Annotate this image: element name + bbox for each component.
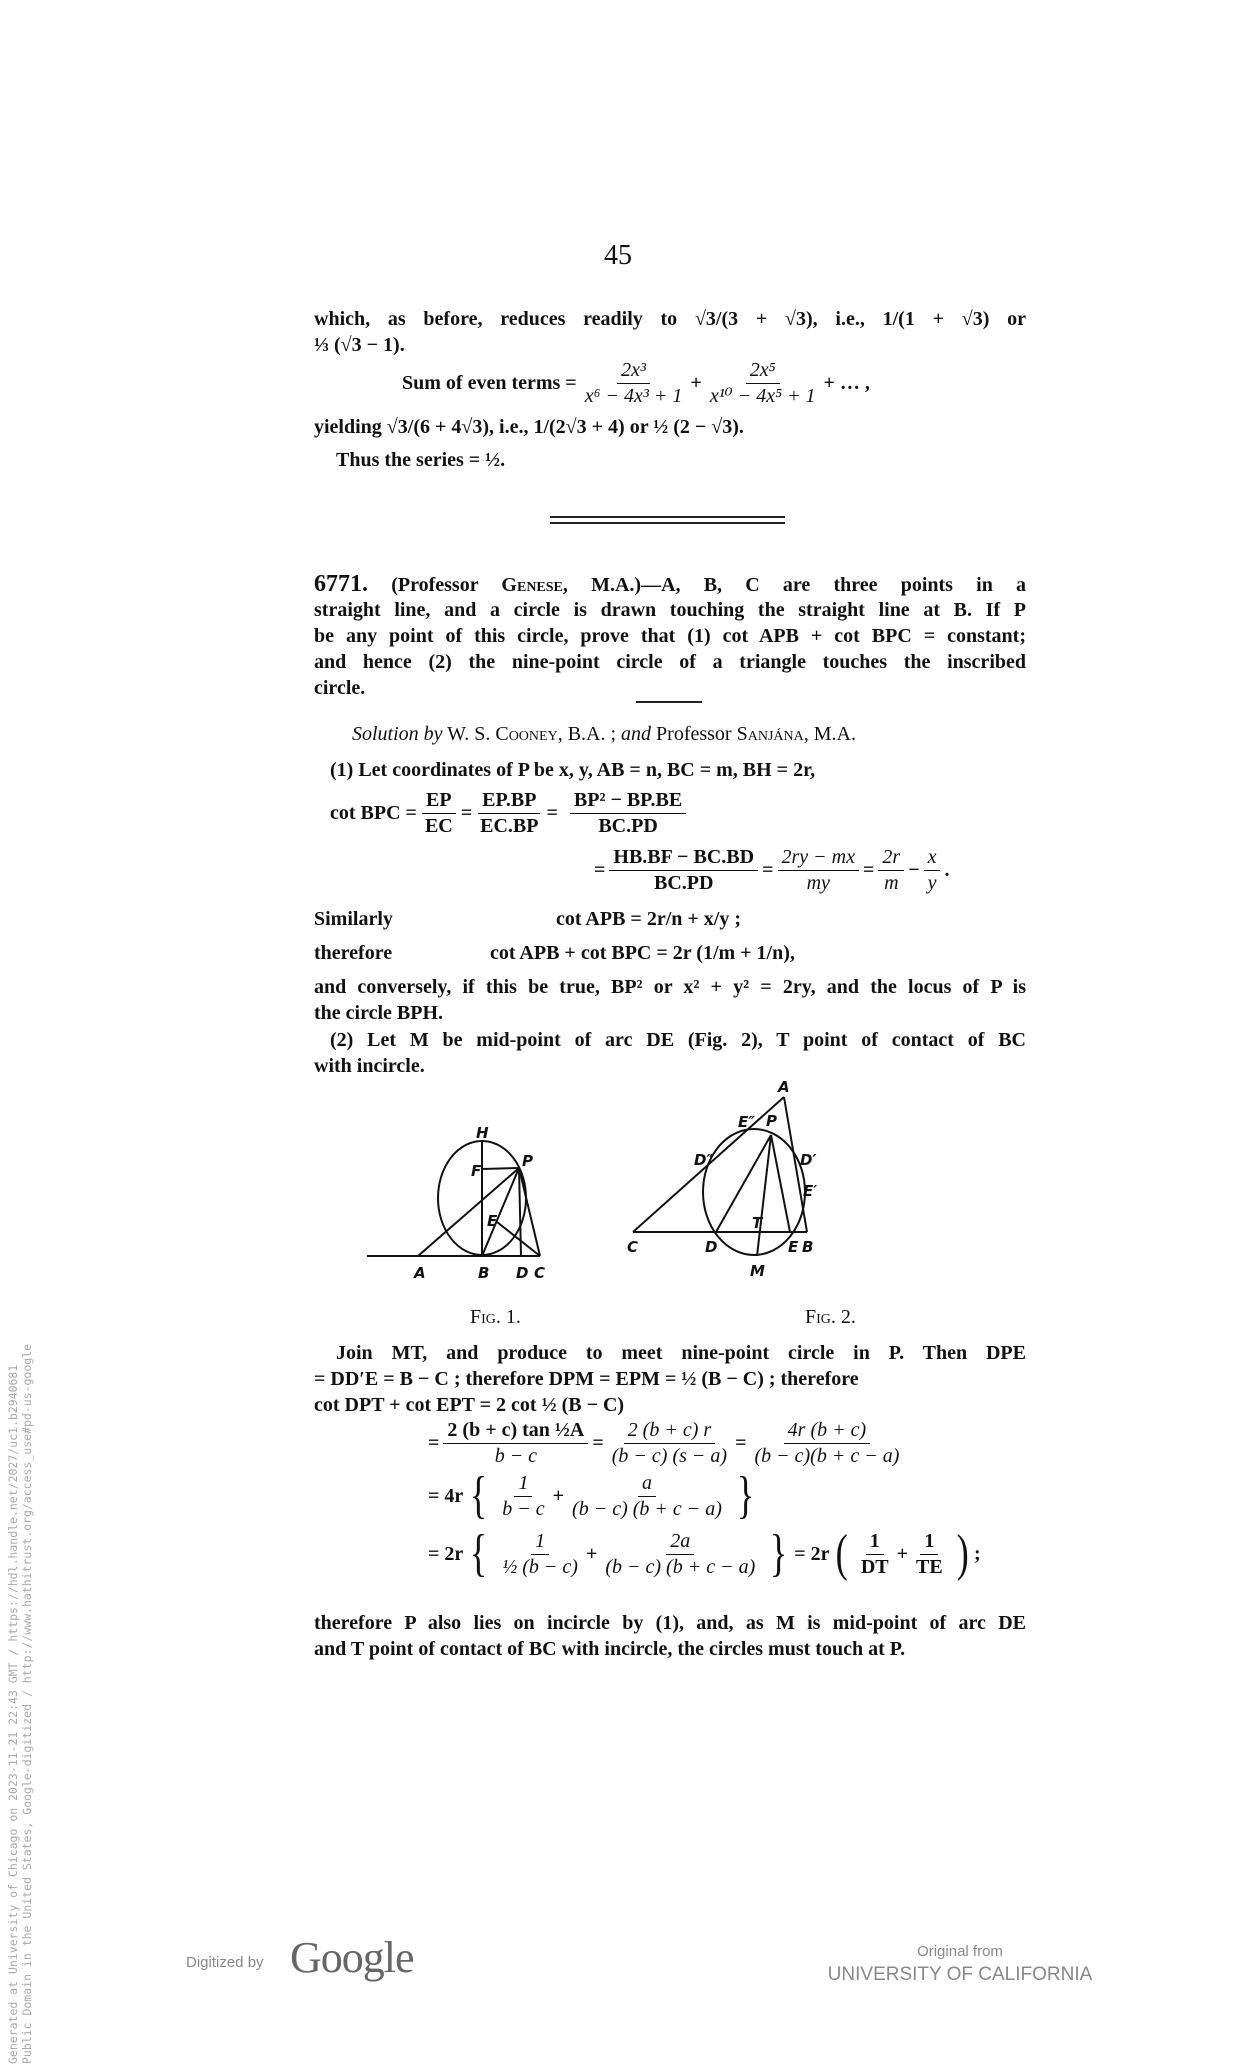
numerator: 4r (b + c) — [784, 1418, 870, 1444]
line-pd — [519, 1168, 521, 1256]
label-a: A — [778, 1078, 790, 1096]
text-line: ⅓ (√3 − 1). — [314, 334, 405, 356]
solver-name: Sanjána — [736, 723, 804, 745]
text: (Professor — [391, 574, 502, 596]
line-pe — [771, 1135, 790, 1232]
text-line: cot DPT + cot EPT = 2 cot ½ (B − C) — [314, 1394, 625, 1416]
text-line: with incircle. — [314, 1055, 425, 1077]
denominator: EC — [424, 815, 453, 837]
fraction — [608, 1418, 731, 1469]
text-line: which, as before, reduces readily to √3/(3 + √3), i.e., 1/(1 + √3) or — [314, 308, 1026, 330]
equals-sign: = — [762, 859, 774, 881]
numerator: 2r — [878, 845, 904, 871]
left-paren: ( — [835, 1525, 848, 1582]
fraction — [912, 1529, 947, 1580]
denominator: x⁶ − 4x³ + 1 — [584, 385, 683, 407]
equals-sign: = — [546, 802, 558, 824]
text: , B.A. ; — [557, 723, 622, 745]
numerator: 2 (b + c) tan ½A — [443, 1418, 588, 1444]
numerator: a — [638, 1471, 656, 1497]
fraction — [568, 1471, 726, 1522]
watermark-line: Public Domain in the United States, Google-digitized / http://www.hathitrust.org/access_use#pd-us-google — [20, 1343, 34, 2064]
label-p: P — [522, 1152, 533, 1170]
numerator: 1 — [920, 1529, 938, 1555]
numerator: 1 — [866, 1529, 884, 1555]
label-e-double-prime: E″ — [738, 1113, 755, 1131]
text: Professor — [651, 723, 737, 745]
text-line: (1) Let coordinates of P be x, y, AB = n, BC = m, BH = 2r, — [330, 759, 816, 781]
problem-number: 6771. — [314, 571, 368, 597]
text: , M.A. — [803, 723, 856, 745]
plus-sign: + — [896, 1542, 909, 1565]
right-brace: } — [736, 1467, 755, 1524]
equation-lead: = 4r — [428, 1484, 464, 1507]
fraction — [498, 1529, 582, 1580]
equation: cot APB + cot BPC = 2r (1/m + 1/n), — [490, 942, 795, 964]
equation-label: cot BPC = — [330, 802, 417, 824]
label-d: D — [516, 1264, 529, 1282]
figure-2-caption: Fig. 2. — [805, 1306, 856, 1328]
plus-sign: + — [552, 1484, 565, 1507]
label-e: E — [788, 1238, 799, 1256]
text-line: and hence (2) the nine-point circle of a triangle touches the inscribed — [314, 651, 1026, 673]
label-d: D — [705, 1238, 718, 1256]
text-line: be any point of this circle, prove that (1) cot APB + cot BPC = constant; — [314, 625, 1026, 647]
numerator: BP² − BP.BE — [570, 788, 686, 814]
text: and — [621, 723, 652, 745]
denominator: (b − c) (b + c − a) — [572, 1497, 722, 1520]
label-e-prime: E′ — [803, 1182, 818, 1200]
numerator: 2x⁵ — [746, 358, 780, 384]
numerator: 2 (b + c) r — [624, 1418, 715, 1444]
text-line: and conversely, if this be true, BP² or x² + y² = 2ry, and the locus of P is — [314, 976, 1026, 998]
equals-sign: = — [460, 802, 473, 824]
fraction — [857, 1529, 893, 1580]
numerator: EP — [422, 788, 456, 814]
fraction — [498, 1471, 548, 1522]
equation-row-2 — [428, 1467, 761, 1524]
right-paren: ) — [956, 1525, 969, 1582]
denominator: EC.BP — [480, 815, 539, 837]
denominator: y — [927, 872, 937, 894]
label-b: B — [802, 1238, 814, 1256]
label-b: B — [478, 1264, 490, 1282]
fraction — [750, 1418, 903, 1469]
text: W. S. — [442, 723, 496, 745]
label-c: C — [627, 1238, 639, 1256]
figure-1-caption: Fig. 1. — [470, 1306, 521, 1328]
denominator: b − c — [502, 1497, 545, 1520]
denominator: my — [806, 872, 830, 894]
denominator: ½ (b − c) — [502, 1555, 578, 1578]
equation-lead: = 2r — [428, 1542, 464, 1565]
label-p: P — [766, 1112, 777, 1130]
line-ap — [418, 1168, 519, 1256]
university-label: UNIVERSITY OF CALIFORNIA — [827, 1964, 1093, 1985]
plus-sign: + — [585, 1542, 598, 1565]
equation-row-3 — [428, 1525, 981, 1582]
left-brace: { — [470, 1467, 488, 1524]
equals-sign: = — [594, 859, 606, 881]
equals-sign: = — [592, 1432, 604, 1454]
denominator: TE — [916, 1555, 943, 1578]
text-line: Join MT, and produce to meet nine-point circle in P. Then DPE — [336, 1342, 1026, 1364]
figure-2 — [633, 1097, 807, 1256]
equals-sign: = — [428, 1432, 440, 1454]
digitized-by-label: Digitized by — [186, 1954, 264, 1971]
denominator: m — [884, 872, 899, 894]
text-line: therefore — [314, 942, 393, 964]
equation: cot APB = 2r/n + x/y ; — [556, 908, 741, 930]
text-line: = DD′E = B − C ; therefore DPM = EPM = ½ (B − C) ; therefore — [314, 1368, 859, 1390]
numerator: 1 — [514, 1471, 532, 1497]
numerator: 2ry − mx — [778, 845, 859, 871]
line-fp — [482, 1168, 519, 1169]
right-brace: } — [769, 1525, 788, 1582]
denominator: x¹⁰ − 4x⁵ + 1 — [709, 385, 816, 407]
figure-1 — [367, 1141, 540, 1256]
label-f: F — [471, 1162, 482, 1180]
plus-sign: + — [690, 372, 702, 394]
numerator: EP.BP — [478, 788, 540, 814]
numerator: 2a — [666, 1529, 694, 1555]
equals-sign: = — [862, 859, 875, 881]
original-from-label: Original from — [917, 1943, 1003, 1960]
series-tail: + … , — [823, 372, 870, 394]
line-pm — [757, 1135, 771, 1256]
denominator: BC.PD — [654, 872, 714, 894]
semicolon: ; — [974, 1542, 981, 1565]
text: , M.A.)—A, B, C are three points in a — [562, 574, 1027, 596]
label-a: A — [414, 1264, 426, 1282]
fraction — [443, 1418, 588, 1469]
hathitrust-watermark — [6, 1084, 34, 2064]
text-line: the circle BPH. — [314, 1002, 444, 1024]
text: Solution by — [352, 723, 443, 745]
label-e: E — [487, 1212, 498, 1230]
numerator: HB.BF − BC.BD — [609, 845, 758, 871]
denominator: b − c — [494, 1445, 538, 1467]
denominator: (b − c) (s − a) — [611, 1445, 728, 1467]
numerator: 2x³ — [617, 358, 650, 384]
equals-sign: = — [735, 1432, 747, 1454]
text-line: and T point of contact of BC with incircle, the circles must touch at P. — [314, 1638, 906, 1660]
watermark-line: Generated at University of Chicago on 2023-11-21 22:43 GMT / https://hdl.handle.net/2027/uc1.b2940681 — [6, 1364, 20, 2064]
denominator: (b − c) (b + c − a) — [605, 1555, 756, 1578]
left-brace: { — [470, 1525, 488, 1582]
label-m: M — [750, 1262, 765, 1280]
equation-mid: = 2r — [794, 1542, 830, 1565]
google-logo: Google — [290, 1933, 414, 1982]
denominator: BC.PD — [598, 815, 658, 837]
text-line: therefore P also lies on incircle by (1), and, as M is mid-point of arc DE — [314, 1612, 1026, 1634]
text-line: Similarly — [314, 908, 393, 930]
text-line: yielding √3/(6 + 4√3), i.e., 1/(2√3 + 4) or ½ (2 − √3). — [314, 416, 744, 438]
text-line: straight line, and a circle is drawn touching the straight line at B. If P — [314, 599, 1026, 621]
text-line: circle. — [314, 677, 366, 699]
text-line: (2) Let M be mid-point of arc DE (Fig. 2), T point of contact of BC — [330, 1029, 1026, 1051]
numerator: 1 — [531, 1529, 549, 1555]
denominator: (b − c)(b + c − a) — [754, 1445, 900, 1467]
numerator: x — [924, 845, 941, 871]
label-t: T — [752, 1214, 763, 1232]
solver-name: Cooney — [495, 723, 558, 745]
minus-sign: − — [908, 859, 920, 881]
label-d-prime: D′ — [800, 1151, 817, 1169]
period: . — [944, 859, 950, 881]
nine-point-circle — [703, 1129, 805, 1255]
sum-label: Sum of even terms = — [402, 372, 577, 394]
fraction — [601, 1529, 759, 1580]
author-name: Genese — [501, 574, 563, 596]
label-h: H — [476, 1124, 489, 1142]
denominator: DT — [860, 1555, 889, 1578]
text-line: Thus the series = ½. — [336, 449, 506, 471]
equation-row-1 — [428, 1418, 907, 1469]
page-number: 45 — [604, 240, 632, 271]
label-d-double-prime: D″ — [694, 1151, 714, 1169]
label-c: C — [534, 1264, 546, 1282]
